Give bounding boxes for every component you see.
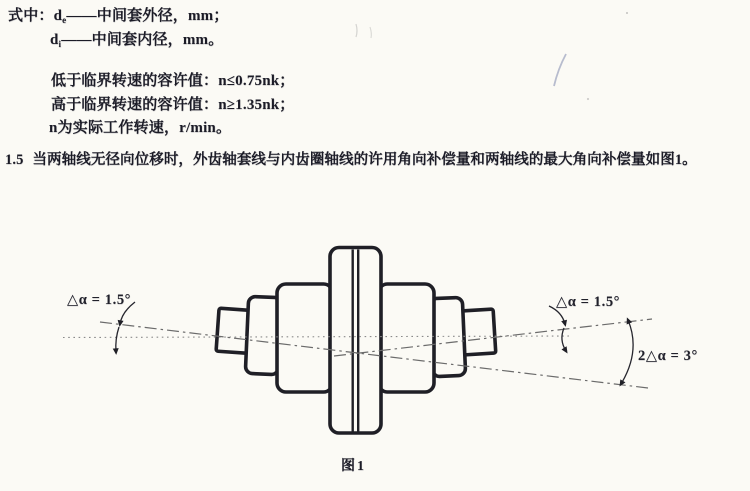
scan-artifacts [356, 12, 628, 100]
pen-mark [554, 54, 566, 86]
clause-number: 1.5 [5, 152, 24, 168]
definition-prefix: 式中： [8, 8, 54, 24]
speed-note-above-critical: 高于临界转速的容许值：n≥1.35nk； [51, 97, 295, 113]
left-sleeve-body [277, 284, 333, 392]
speed-note-actual-speed: n为实际工作转速，r/min。 [49, 120, 232, 136]
total-angle-arc [621, 320, 633, 384]
smudge-mark [370, 27, 371, 38]
total-angle-label: 2△α = 3° [638, 348, 698, 364]
definition-symbol: d [50, 32, 59, 48]
figure-caption: 图1 [341, 459, 366, 474]
speck [626, 12, 628, 14]
clause-text: 当两轴线无径向位移时，外齿轴套线与内齿圈轴线的许用角向补偿量和两轴线的最大角向补偿量如图1。 [32, 152, 697, 168]
right-angle-label: △α = 1.5° [556, 294, 621, 310]
definition-separator: —— [61, 32, 92, 48]
coupling-drawing [216, 248, 496, 434]
right-angle-arc-lower [562, 328, 566, 351]
definition-symbol: d [53, 8, 63, 24]
center-flange [330, 248, 381, 434]
left-angle-arc-lower [116, 327, 119, 352]
definition-subscript: i [58, 39, 62, 49]
definition-separator: —— [66, 8, 97, 24]
right-sleeve-body [379, 284, 435, 392]
speck [587, 98, 589, 100]
definition-description: 中间套外径，mm； [96, 8, 229, 24]
smudge-mark [356, 24, 357, 37]
definition-subscript: e [62, 15, 67, 25]
speed-note-below-critical: 低于临界转速的容许值：n≤0.75nk； [51, 73, 295, 89]
left-angle-label: △α = 1.5° [67, 292, 132, 308]
definition-description: 中间套内径，mm。 [91, 32, 224, 48]
